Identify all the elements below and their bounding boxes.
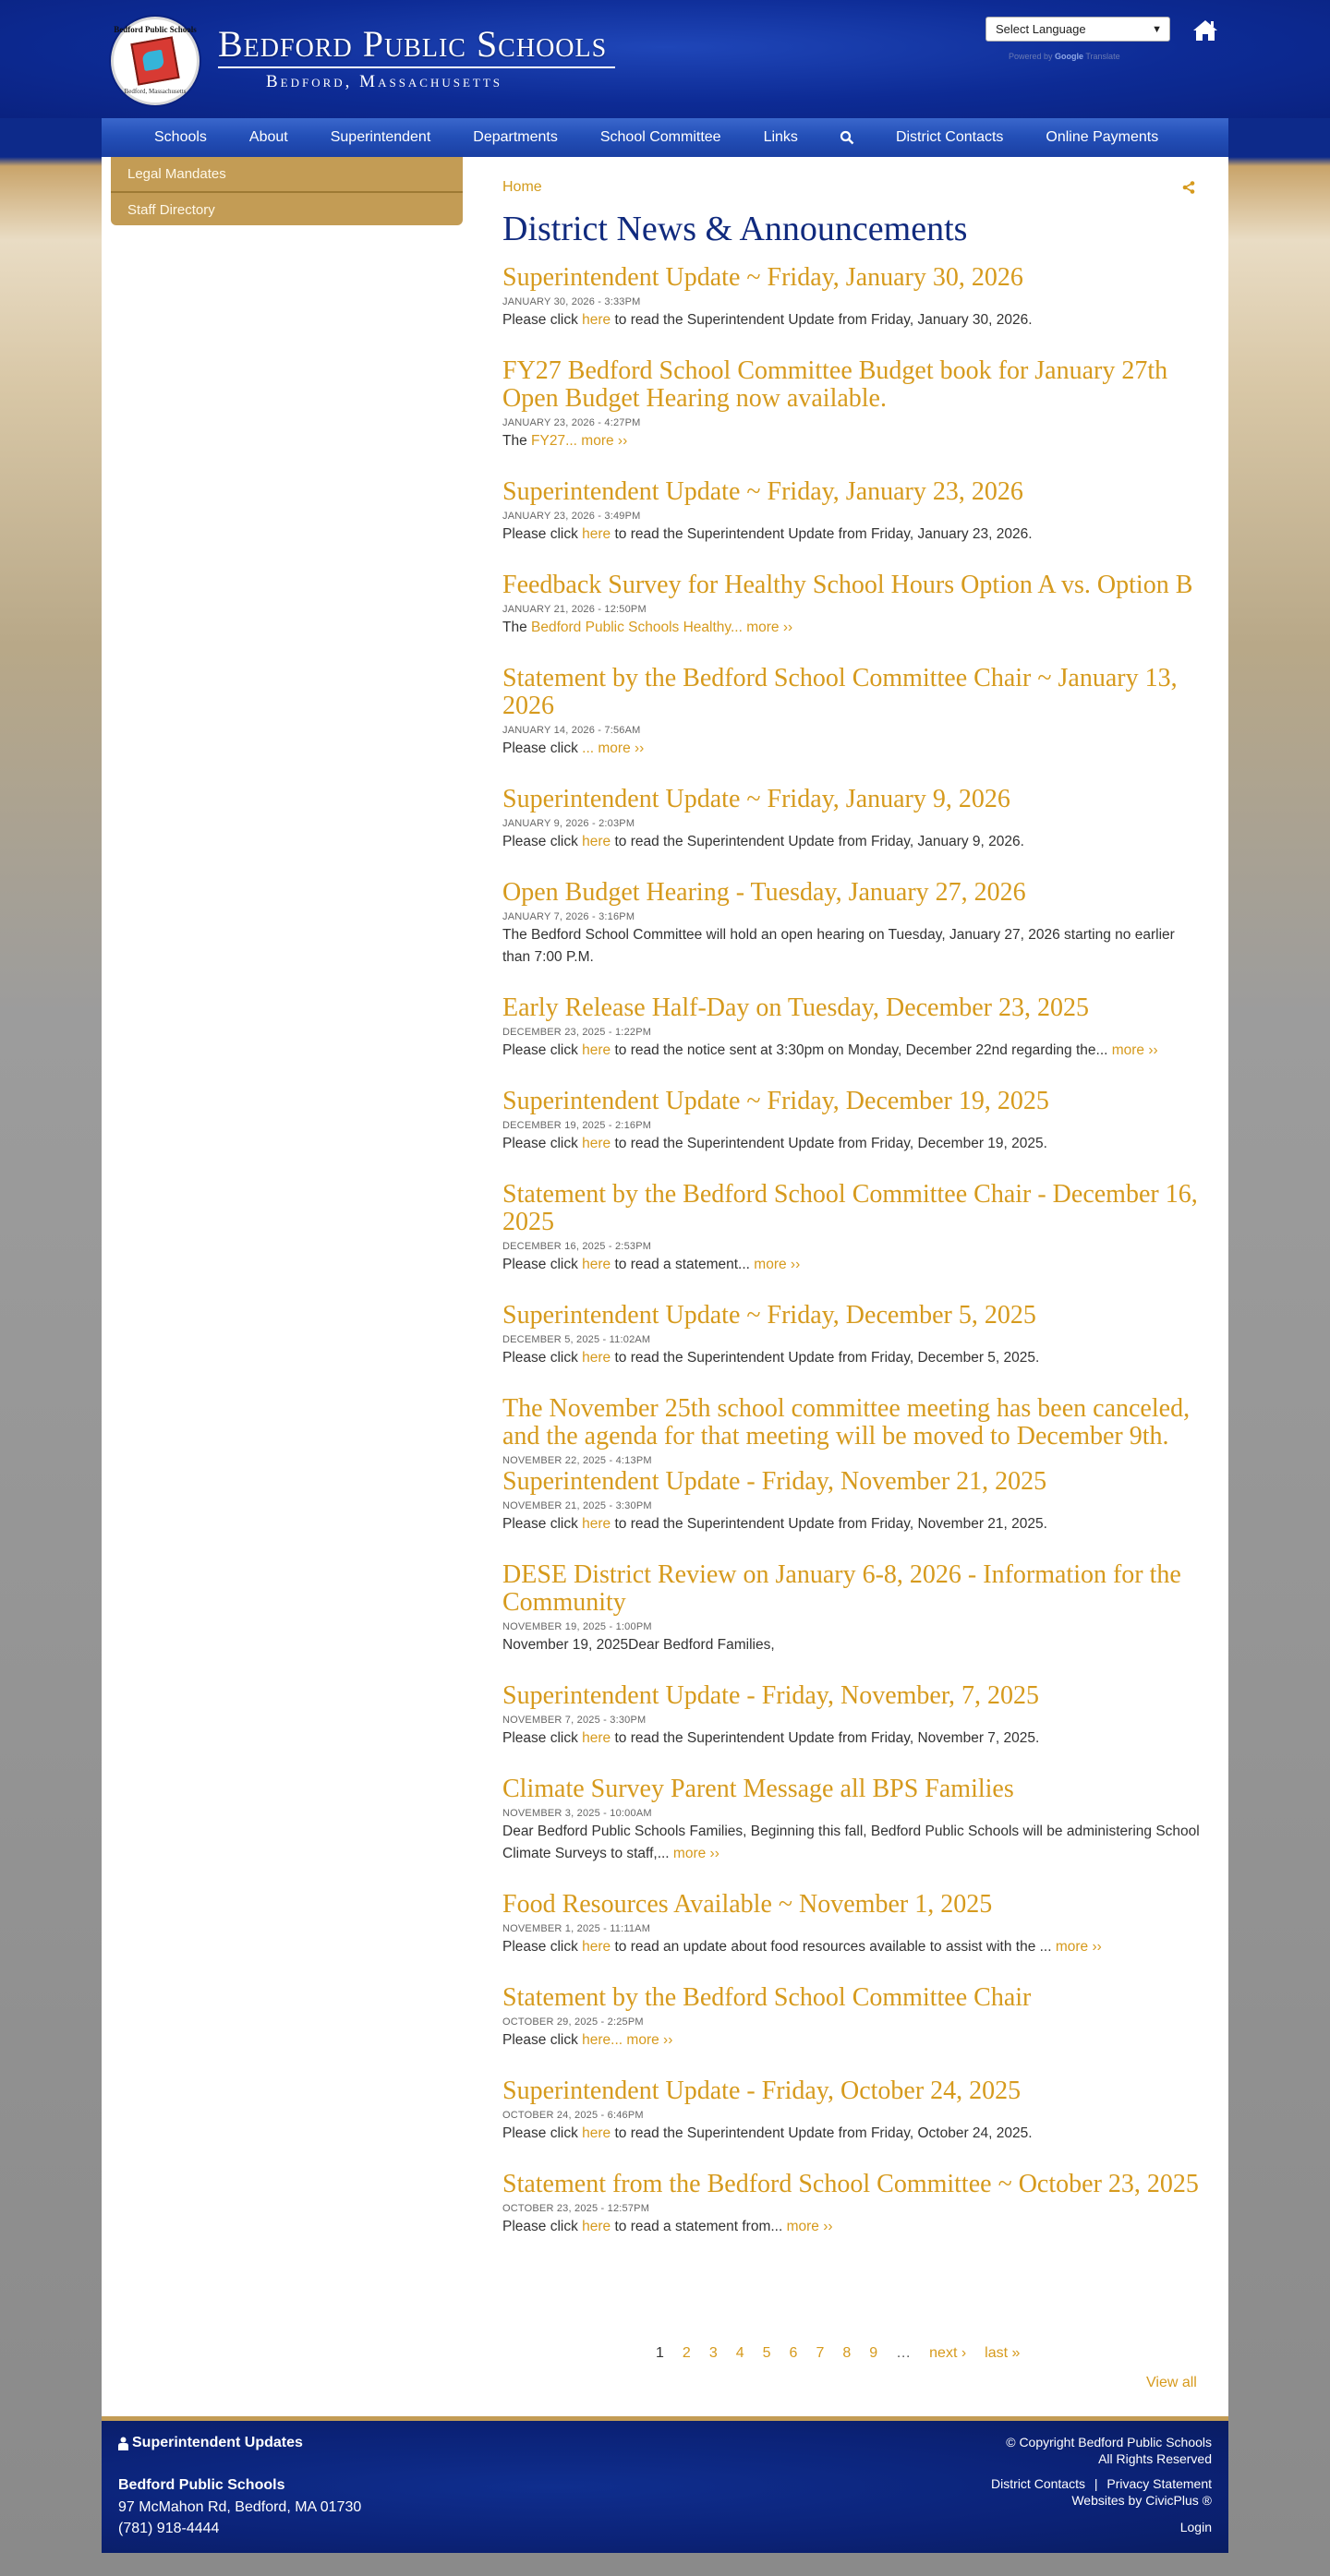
inline-link[interactable]: here bbox=[582, 1516, 611, 1532]
search-icon bbox=[840, 130, 854, 145]
news-title-link[interactable]: Superintendent Update ~ Friday, December 5, 2025 bbox=[502, 1301, 1036, 1330]
summary-text-continued: to read the notice sent at 3:30pm on Monday, December 22nd regarding the... bbox=[611, 1042, 1112, 1058]
summary-text-continued: to read the Superintendent Update from Friday, January 23, 2026. bbox=[611, 526, 1033, 542]
page-title: District News & Announcements bbox=[502, 210, 968, 248]
pagination bbox=[656, 2345, 1038, 2362]
site-title[interactable]: Bedford Public Schools bbox=[218, 23, 608, 65]
news-summary bbox=[502, 1254, 1201, 1276]
news-item bbox=[502, 1561, 1201, 1656]
news-date: JANUARY 23, 2026 - 4:27PM bbox=[502, 417, 641, 428]
seal-top-text: Bedford Public Schools bbox=[114, 25, 197, 34]
google-brand: Google bbox=[1055, 52, 1084, 61]
summary-text: Please click bbox=[502, 1730, 583, 1746]
home-icon[interactable] bbox=[1191, 18, 1219, 42]
powered-by-label: Powered by bbox=[1009, 52, 1053, 61]
news-date: NOVEMBER 3, 2025 - 10:00AM bbox=[502, 1808, 652, 1819]
summary-text: Please click bbox=[502, 1136, 583, 1151]
copyright-text: © Copyright Bedford Public Schools bbox=[1006, 2435, 1212, 2450]
inline-link[interactable]: here bbox=[582, 1136, 611, 1151]
news-date: OCTOBER 23, 2025 - 12:57PM bbox=[502, 2203, 650, 2214]
news-date: DECEMBER 23, 2025 - 1:22PM bbox=[502, 1027, 652, 1038]
summary-text-continued: to read the Superintendent Update from Friday, January 30, 2026. bbox=[611, 312, 1033, 328]
inline-link[interactable]: here bbox=[582, 1939, 611, 1955]
news-title-link[interactable]: Statement by the Bedford School Committee Chair bbox=[502, 1983, 1032, 2012]
news-summary bbox=[502, 2216, 1201, 2238]
nav-item-about[interactable]: About bbox=[248, 129, 288, 145]
news-title-link[interactable]: Superintendent Update - Friday, November, 7, 2025 bbox=[502, 1681, 1040, 1710]
news-summary bbox=[502, 1513, 1201, 1535]
nav-search-button[interactable] bbox=[819, 130, 875, 145]
sidebar-item-legal-mandates[interactable]: Legal Mandates bbox=[127, 166, 226, 182]
footer-copyright bbox=[1006, 2434, 1212, 2467]
summary-text: Please click bbox=[502, 526, 583, 542]
news-item bbox=[502, 1776, 1201, 1865]
news-item bbox=[502, 478, 1201, 546]
inline-link[interactable]: here bbox=[582, 2219, 611, 2234]
read-more-link[interactable]: more ›› bbox=[672, 1846, 719, 1861]
news-title-link[interactable]: Superintendent Update - Friday, October 24, 2025 bbox=[502, 2076, 1022, 2105]
summary-text-continued: to read the Superintendent Update from Friday, January 9, 2026. bbox=[611, 834, 1024, 849]
page-2-link[interactable]: 2 bbox=[682, 2345, 691, 2361]
news-item bbox=[502, 994, 1201, 1062]
summary-text: Please click bbox=[502, 2032, 583, 2048]
news-item bbox=[502, 1302, 1201, 1369]
news-summary bbox=[502, 924, 1201, 969]
page-6-link[interactable]: 6 bbox=[789, 2345, 798, 2361]
read-more-link[interactable]: more ›› bbox=[1111, 1042, 1158, 1058]
news-title-link[interactable]: Statement from the Bedford School Committee ~ October 23, 2025 bbox=[502, 2170, 1199, 2198]
news-item bbox=[502, 1891, 1201, 1958]
nav-item-links[interactable]: Links bbox=[763, 129, 798, 145]
news-title-link[interactable]: Climate Survey Parent Message all BPS Families bbox=[502, 1775, 1014, 1803]
sidebar-menu bbox=[111, 157, 463, 225]
nav-item-online-payments[interactable]: Online Payments bbox=[1046, 129, 1159, 145]
news-title-link[interactable]: FY27 Bedford School Committee Budget book for January 27th Open Budget Hearing now available. bbox=[502, 356, 1168, 413]
news-summary bbox=[502, 738, 1201, 760]
site-footer bbox=[102, 2421, 1228, 2553]
page-current: 1 bbox=[656, 2345, 664, 2361]
google-translate-credit bbox=[1009, 52, 1120, 61]
summary-text-continued: to read the Superintendent Update from Friday, December 5, 2025. bbox=[611, 1350, 1040, 1366]
news-summary bbox=[502, 1727, 1201, 1750]
inline-link[interactable]: here bbox=[582, 312, 611, 328]
nav-item-superintendent[interactable]: Superintendent bbox=[330, 129, 431, 145]
news-summary bbox=[502, 831, 1201, 853]
news-date: JANUARY 7, 2026 - 3:16PM bbox=[502, 911, 635, 922]
read-more-link[interactable]: more ›› bbox=[581, 433, 628, 449]
page-3-link[interactable]: 3 bbox=[708, 2345, 718, 2361]
news-summary bbox=[502, 617, 1201, 639]
summary-text-continued: to read the Superintendent Update from Friday, December 19, 2025. bbox=[611, 1136, 1047, 1151]
language-select-value: Select Language bbox=[996, 22, 1086, 36]
summary-text: Please click bbox=[502, 312, 583, 328]
summary-text-continued: to read a statement... bbox=[611, 1257, 755, 1272]
news-list bbox=[502, 264, 1201, 2264]
inline-link[interactable]: here bbox=[582, 2125, 611, 2141]
read-more-link[interactable]: more ›› bbox=[746, 620, 793, 635]
summary-text-continued: to read an update about food resources available to assist with the ... bbox=[611, 1939, 1056, 1955]
news-summary bbox=[502, 1821, 1201, 1865]
last-page-link[interactable]: last » bbox=[985, 2345, 1021, 2361]
nav-item-departments[interactable]: Departments bbox=[473, 129, 558, 145]
news-item bbox=[502, 1088, 1201, 1155]
read-more-link[interactable]: more ›› bbox=[626, 2032, 673, 2048]
news-summary bbox=[502, 1133, 1201, 1155]
summary-text-continued: to read the Superintendent Update from Friday, October 24, 2025. bbox=[611, 2125, 1033, 2141]
district-seal-logo[interactable] bbox=[111, 17, 200, 105]
news-date: OCTOBER 24, 2025 - 6:46PM bbox=[502, 2110, 644, 2121]
read-more-link[interactable]: more ›› bbox=[1055, 1939, 1102, 1955]
seal-bottom-text: Bedford, Massachusetts bbox=[124, 88, 187, 95]
summary-text: Please click bbox=[502, 1516, 583, 1532]
superintendent-updates-link[interactable] bbox=[118, 2435, 303, 2451]
page-7-link[interactable]: 7 bbox=[816, 2345, 825, 2361]
site-subtitle: Bedford, Massachusetts bbox=[266, 72, 503, 91]
rights-text: All Rights Reserved bbox=[1098, 2451, 1212, 2466]
news-title-link[interactable]: Open Budget Hearing - Tuesday, January 27, 2026 bbox=[502, 878, 1026, 907]
breadcrumb-home-link[interactable]: Home bbox=[502, 179, 542, 195]
summary-text: The bbox=[502, 620, 532, 635]
news-title-link[interactable]: Superintendent Update ~ Friday, January 30, 2026 bbox=[502, 263, 1023, 292]
nav-item-school-committee[interactable]: School Committee bbox=[599, 129, 721, 145]
inline-link[interactable]: here bbox=[582, 1257, 611, 1272]
login-link[interactable]: Login bbox=[1179, 2520, 1212, 2534]
news-item bbox=[502, 357, 1201, 452]
view-all-link[interactable]: View all bbox=[1146, 2375, 1197, 2390]
footer-phone[interactable]: (781) 918-4444 bbox=[118, 2521, 220, 2536]
news-summary bbox=[502, 1936, 1201, 1958]
news-title-link[interactable]: Statement by the Bedford School Committee Chair - December 16, 2025 bbox=[502, 1180, 1198, 1236]
site-header bbox=[0, 0, 1330, 118]
summary-text: The Bedford School Committee will hold an open hearing on Tuesday, January 27, 2026 starting no earlier than 7:00 P.M. bbox=[502, 927, 1175, 965]
news-date: JANUARY 21, 2026 - 12:50PM bbox=[502, 604, 647, 615]
news-summary bbox=[502, 309, 1201, 331]
footer-separator: | bbox=[1094, 2476, 1098, 2491]
news-date: JANUARY 14, 2026 - 7:56AM bbox=[502, 725, 641, 736]
inline-link[interactable]: here bbox=[582, 1042, 611, 1058]
news-date: NOVEMBER 1, 2025 - 11:11AM bbox=[502, 1923, 651, 1934]
summary-text: November 19, 2025Dear Bedford Families, bbox=[502, 1637, 775, 1653]
news-summary bbox=[502, 1634, 1201, 1656]
language-select[interactable] bbox=[985, 17, 1170, 42]
inline-link[interactable]: here bbox=[582, 834, 611, 849]
news-summary bbox=[502, 2123, 1201, 2145]
news-item bbox=[502, 1468, 1201, 1535]
read-more-link[interactable]: more ›› bbox=[786, 2219, 833, 2234]
inline-link[interactable]: ... bbox=[582, 740, 595, 756]
share-icon[interactable] bbox=[1182, 181, 1195, 194]
superintendent-updates-label: Superintendent Updates bbox=[132, 2435, 303, 2450]
summary-text: Please click bbox=[502, 1350, 583, 1366]
user-icon bbox=[118, 2437, 128, 2450]
news-item bbox=[502, 2171, 1201, 2238]
page-8-link[interactable]: 8 bbox=[842, 2345, 852, 2361]
page-ellipsis: … bbox=[896, 2345, 912, 2361]
nav-item-schools[interactable]: Schools bbox=[154, 129, 207, 145]
inline-link[interactable]: here bbox=[582, 526, 611, 542]
read-more-link[interactable]: more ›› bbox=[754, 1257, 801, 1272]
news-date: OCTOBER 29, 2025 - 2:25PM bbox=[502, 2016, 644, 2028]
inline-link[interactable]: here... bbox=[582, 2032, 623, 2048]
news-item bbox=[502, 1682, 1201, 1750]
summary-text: Please click bbox=[502, 1257, 583, 1272]
summary-text: The bbox=[502, 433, 532, 449]
summary-text: Please click bbox=[502, 740, 583, 756]
summary-text: Please click bbox=[502, 834, 583, 849]
flag-icon bbox=[130, 36, 179, 85]
news-date: DECEMBER 5, 2025 - 11:02AM bbox=[502, 1334, 651, 1345]
summary-text: Please click bbox=[502, 1042, 583, 1058]
news-item bbox=[502, 264, 1201, 331]
news-item bbox=[502, 1395, 1201, 1466]
news-item bbox=[502, 786, 1201, 853]
page-9-link[interactable]: 9 bbox=[869, 2345, 878, 2361]
news-title-link[interactable]: The November 25th school committee meeting has been canceled, and the agenda for that meeting will be moved to December 9th. bbox=[502, 1394, 1191, 1451]
news-date: DECEMBER 16, 2025 - 2:53PM bbox=[502, 1241, 652, 1252]
news-date: NOVEMBER 21, 2025 - 3:30PM bbox=[502, 1500, 652, 1511]
news-item bbox=[502, 1984, 1201, 2052]
news-title-link[interactable]: Superintendent Update ~ Friday, December 19, 2025 bbox=[502, 1087, 1049, 1115]
summary-text: Please click bbox=[502, 2125, 583, 2141]
news-title-link[interactable]: Feedback Survey for Healthy School Hours Option A vs. Option B bbox=[502, 571, 1193, 599]
footer-address: 97 McMahon Rd, Bedford, MA 01730 bbox=[118, 2499, 362, 2515]
news-item bbox=[502, 879, 1201, 969]
page-5-link[interactable]: 5 bbox=[762, 2345, 771, 2361]
news-date: DECEMBER 19, 2025 - 2:16PM bbox=[502, 1120, 652, 1131]
footer-org-name: Bedford Public Schools bbox=[118, 2477, 285, 2493]
title-divider bbox=[218, 66, 615, 68]
page-4-link[interactable]: 4 bbox=[735, 2345, 744, 2361]
news-item bbox=[502, 2077, 1201, 2145]
inline-link[interactable]: here bbox=[582, 1350, 611, 1366]
news-date: JANUARY 30, 2026 - 3:33PM bbox=[502, 296, 641, 307]
summary-text: Dear Bedford Public Schools Families, Beginning this fall, Bedford Public Schools will be administering School Climate Surveys to staff,... bbox=[502, 1824, 1200, 1861]
footer-links bbox=[991, 2475, 1212, 2509]
inline-link[interactable]: Bedford Public Schools Healthy... bbox=[531, 620, 743, 635]
inline-link[interactable]: here bbox=[582, 1730, 611, 1746]
footer-district-contacts-link[interactable]: District Contacts bbox=[991, 2476, 1085, 2491]
news-summary bbox=[502, 524, 1201, 546]
sidebar-item-staff-directory[interactable]: Staff Directory bbox=[111, 191, 463, 225]
news-date: NOVEMBER 19, 2025 - 1:00PM bbox=[502, 1621, 652, 1632]
news-summary bbox=[502, 2029, 1201, 2052]
news-title-link[interactable]: Food Resources Available ~ November 1, 2025 bbox=[502, 1890, 993, 1919]
translate-label[interactable]: Translate bbox=[1085, 52, 1120, 61]
summary-text: Please click bbox=[502, 2219, 583, 2234]
inline-link[interactable]: FY27... bbox=[531, 433, 577, 449]
summary-text-continued: to read a statement from... bbox=[611, 2219, 787, 2234]
civicplus-link[interactable]: Websites by CivicPlus ® bbox=[1071, 2493, 1212, 2508]
news-title-link[interactable]: Statement by the Bedford School Committee Chair ~ January 13, 2026 bbox=[502, 664, 1178, 720]
read-more-link[interactable]: more ›› bbox=[598, 740, 645, 756]
news-title-link[interactable]: Early Release Half-Day on Tuesday, December 23, 2025 bbox=[502, 993, 1090, 1022]
summary-text: Please click bbox=[502, 1939, 583, 1955]
nav-item-district-contacts[interactable]: District Contacts bbox=[895, 129, 1004, 145]
news-item bbox=[502, 572, 1201, 639]
news-item bbox=[502, 665, 1201, 760]
news-date: JANUARY 9, 2026 - 2:03PM bbox=[502, 818, 635, 829]
news-title-link[interactable]: Superintendent Update ~ Friday, January 23, 2026 bbox=[502, 477, 1023, 506]
news-title-link[interactable]: DESE District Review on January 6-8, 2026 - Information for the Community bbox=[502, 1560, 1181, 1617]
news-title-link[interactable]: Superintendent Update - Friday, November 21, 2025 bbox=[502, 1467, 1047, 1496]
main-navigation bbox=[102, 118, 1228, 157]
news-summary bbox=[502, 1040, 1201, 1062]
news-title-link[interactable]: Superintendent Update ~ Friday, January 9, 2026 bbox=[502, 785, 1010, 813]
next-page-link[interactable]: next › bbox=[929, 2345, 967, 2361]
news-date: NOVEMBER 22, 2025 - 4:13PM bbox=[502, 1455, 652, 1466]
news-date: JANUARY 23, 2026 - 3:49PM bbox=[502, 511, 641, 522]
summary-text-continued: to read the Superintendent Update from Friday, November 7, 2025. bbox=[611, 1730, 1040, 1746]
news-date: NOVEMBER 7, 2025 - 3:30PM bbox=[502, 1715, 647, 1726]
summary-text-continued: to read the Superintendent Update from Friday, November 21, 2025. bbox=[611, 1516, 1047, 1532]
chevron-down-icon: ▼ bbox=[1152, 23, 1162, 35]
news-item bbox=[502, 1181, 1201, 1276]
news-summary bbox=[502, 1347, 1201, 1369]
news-summary bbox=[502, 430, 1201, 452]
privacy-statement-link[interactable]: Privacy Statement bbox=[1106, 2476, 1212, 2491]
